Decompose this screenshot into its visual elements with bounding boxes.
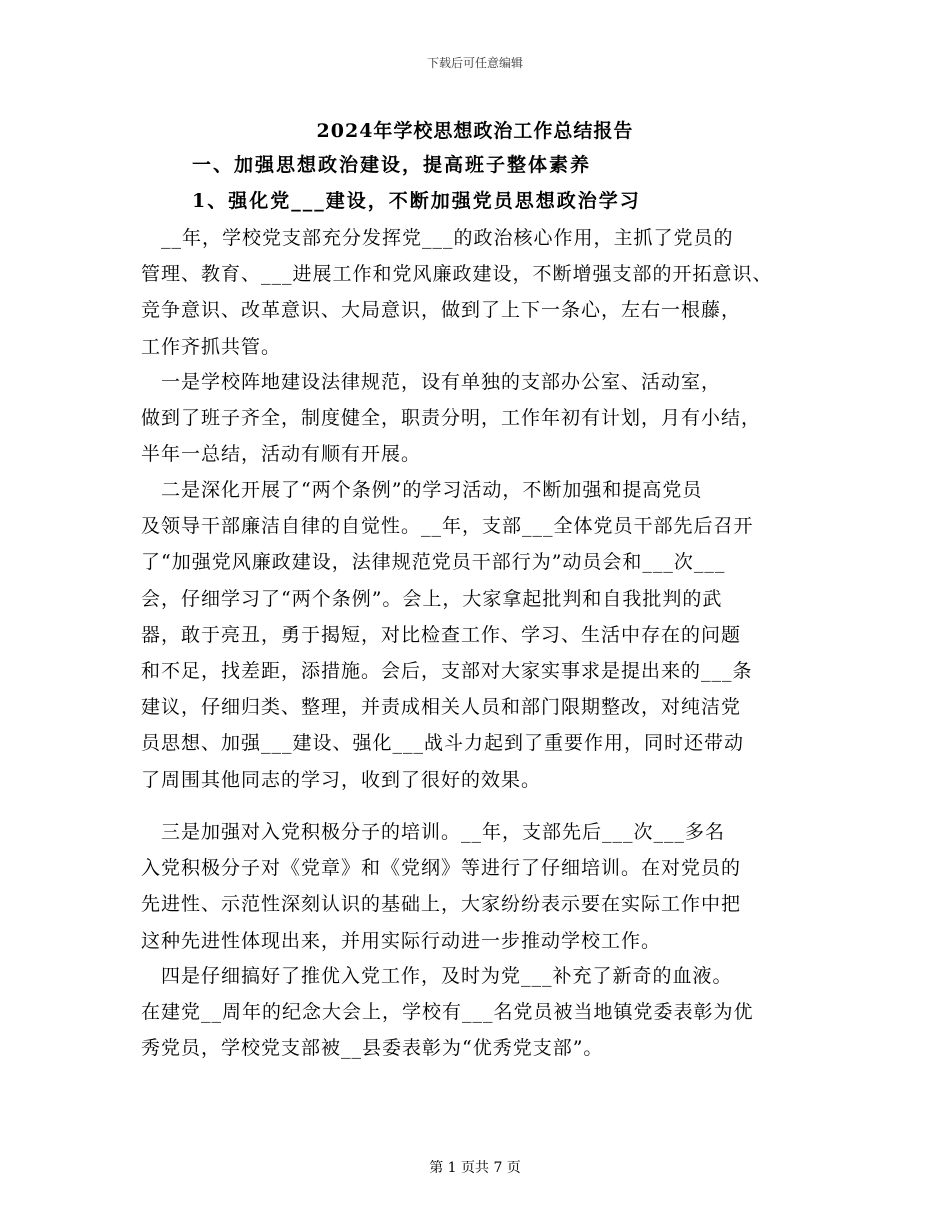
text-line: 四是仔细搞好了推优入党工作，及时为党___补充了新奇的血液。 (141, 965, 733, 987)
paragraph (141, 958, 831, 1067)
paragraph (141, 472, 831, 798)
text-line: 秀党员，学校党支部被__县委表彰为“优秀党支部”。 (141, 1037, 604, 1060)
text-line: 及领导干部廉洁自律的自觉性。__年，支部___全体党员干部先后召开 (141, 515, 754, 538)
text-line: 二是深化开展了“两个条例”的学习活动，不断加强和提高党员 (141, 479, 703, 501)
text-line: 器，敢于亮丑，勇于揭短，对比检查工作、学习、生活中存在的问题 (141, 623, 742, 646)
text-line: 会，仔细学习了“两个条例”。会上，大家拿起批判和自我批判的武 (141, 587, 723, 610)
paragraph (141, 220, 831, 365)
text-line: 工作齐抓共管。 (141, 335, 282, 358)
text-line: 一是学校阵地建设法律规范，设有单独的支部办公室、活动室， (141, 371, 722, 393)
text-line: 建议，仔细归类、整理，并责成相关人员和部门限期整改，对纯洁党 (141, 696, 742, 719)
text-line: __年，学校党支部充分发挥党___的政治核心作用，主抓了党员的 (141, 227, 734, 249)
document-title: 2024年学校思想政治工作总结报告 (316, 120, 634, 142)
text-line: 先进性、示范性深刻认识的基础上，大家纷纷表示要在实际工作中把 (141, 893, 742, 916)
text-line: 了周围其他同志的学习，收到了很好的效果。 (141, 768, 542, 791)
text-line: 员思想、加强___建设、强化___战斗力起到了重要作用，同时还带动 (141, 732, 745, 755)
text-line: 做到了班子齐全，制度健全，职责分明，工作年初有计划，月有小结， (141, 407, 762, 430)
paragraph (141, 364, 831, 473)
text-line: 管理、教育、___进展工作和党风廉政建设，不断增强支部的开拓意识、 (141, 263, 773, 286)
text-line: 了“加强党风廉政建设，法律规范党员干部行为”动员会和___次___ (141, 551, 726, 574)
text-line: 和不足，找差距，添措施。会后，支部对大家实事求是提出来的___条 (141, 660, 753, 683)
section-heading: 一、加强思想政治建设，提高班子整体素养 (192, 154, 592, 176)
paragraph (141, 814, 831, 959)
text-line: 在建党__周年的纪念大会上，学校有___名党员被当地镇党委表彰为优 (141, 1001, 754, 1024)
page-footer: 第 1 页共 7 页 (429, 1160, 521, 1176)
text-line: 入党积极分子对《党章》和《党纲》等进行了仔细培训。在对党员的 (141, 857, 742, 880)
text-line: 竞争意识、改革意识、大局意识，做到了上下一条心，左右一根藤， (141, 299, 742, 322)
header-note: 下载后可任意编辑 (426, 56, 523, 70)
text-line: 半年一总结，活动有顺有开展。 (141, 443, 422, 466)
text-line: 三是加强对入党积极分子的培训。__年，支部先后___次___多名 (141, 821, 726, 843)
subsection-heading: 1、强化党___建设，不断加强党员思想政治学习 (192, 190, 641, 212)
text-line: 这种先进性体现出来，并用实际行动进一步推动学校工作。 (141, 929, 662, 952)
